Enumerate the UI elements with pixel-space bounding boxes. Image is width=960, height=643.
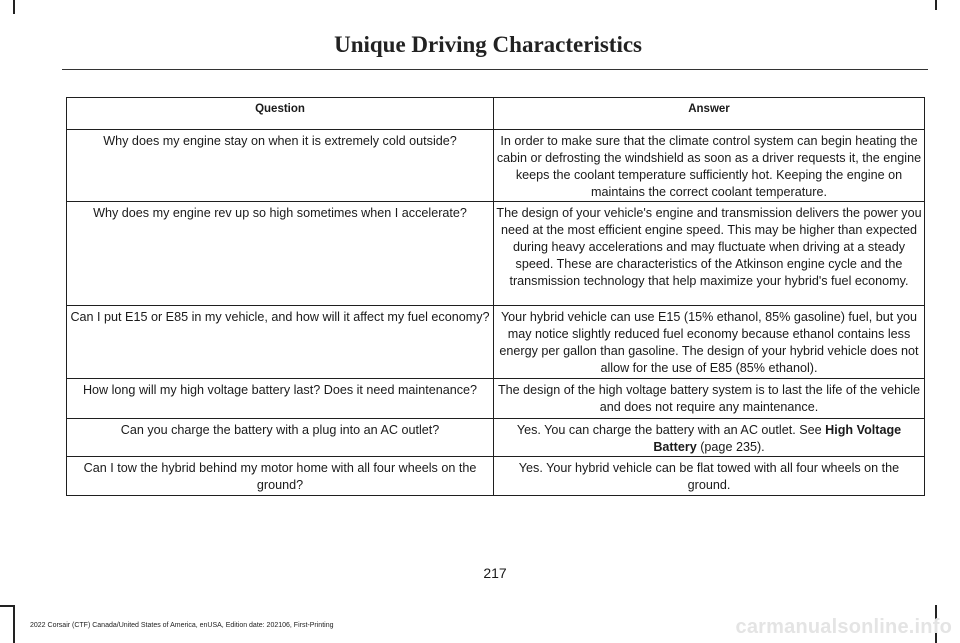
question-cell: Can I put E15 or E85 in my vehicle, and how will it affect my fuel economy? (67, 306, 494, 379)
answer-page-ref: (page 235). (696, 440, 765, 454)
crop-mark-top-left (13, 0, 15, 14)
question-cell: Why does my engine rev up so high sometimes when I accelerate? (67, 202, 494, 306)
table-row (67, 202, 925, 306)
question-cell: How long will my high voltage battery last? Does it need maintenance? (67, 379, 494, 419)
faq-table (66, 97, 925, 496)
answer-cell: Yes. Your hybrid vehicle can be flat towed with all four wheels on the ground. (494, 457, 925, 496)
crop-mark-top-right (935, 0, 937, 10)
answer-cell: The design of your vehicle's engine and transmission delivers the power you need at the most efficient engine speed. This may be higher than expected during heavy accelerations and may fluctuate when driving at a steady speed. These are characteristics of the Atkinson engine cycle and the transmission technology that help maximize your hybrid's fuel economy. (494, 202, 925, 306)
title-rule (62, 69, 928, 70)
high-voltage-battery-link[interactable]: High Voltage Battery (653, 423, 902, 454)
crop-mark-bottom-left-horizontal (0, 605, 14, 607)
column-header-answer: Answer (494, 98, 925, 130)
table-row (67, 379, 925, 419)
crop-mark-bottom-left (13, 605, 15, 643)
table-row (67, 419, 925, 457)
table-row (67, 306, 925, 379)
edition-footer: 2022 Corsair (CTF) Canada/United States of America, enUSA, Edition date: 202106, First-Printing (30, 622, 334, 629)
answer-cell (494, 419, 925, 457)
question-cell: Why does my engine stay on when it is extremely cold outside? (67, 130, 494, 202)
answer-cell: In order to make sure that the climate control system can begin heating the cabin or defrosting the windshield as soon as a driver requests it, the engine keeps the coolant temperature sufficiently hot. Keeping the engine on maintains the correct coolant temperature. (494, 130, 925, 202)
column-header-question: Question (67, 98, 494, 130)
question-cell: Can you charge the battery with a plug into an AC outlet? (67, 419, 494, 457)
table-row (67, 130, 925, 202)
watermark: carmanualsonline.info (735, 616, 952, 638)
answer-cell: The design of the high voltage battery system is to last the life of the vehicle and does not require any maintenance. (494, 379, 925, 419)
page-number: 217 (483, 565, 507, 581)
question-cell: Can I tow the hybrid behind my motor home with all four wheels on the ground? (67, 457, 494, 496)
table-row (67, 457, 925, 496)
page-title: Unique Driving Characteristics (334, 32, 642, 57)
answer-text: Yes. You can charge the battery with an AC outlet. See (516, 423, 826, 437)
answer-cell: Your hybrid vehicle can use E15 (15% ethanol, 85% gasoline) fuel, but you may notice slightly reduced fuel economy because ethanol contains less energy per gallon than gasoline. The design of your hybrid vehicle does not allow for the use of E85 (85% ethanol). (494, 306, 925, 379)
table-header-row (67, 98, 925, 130)
